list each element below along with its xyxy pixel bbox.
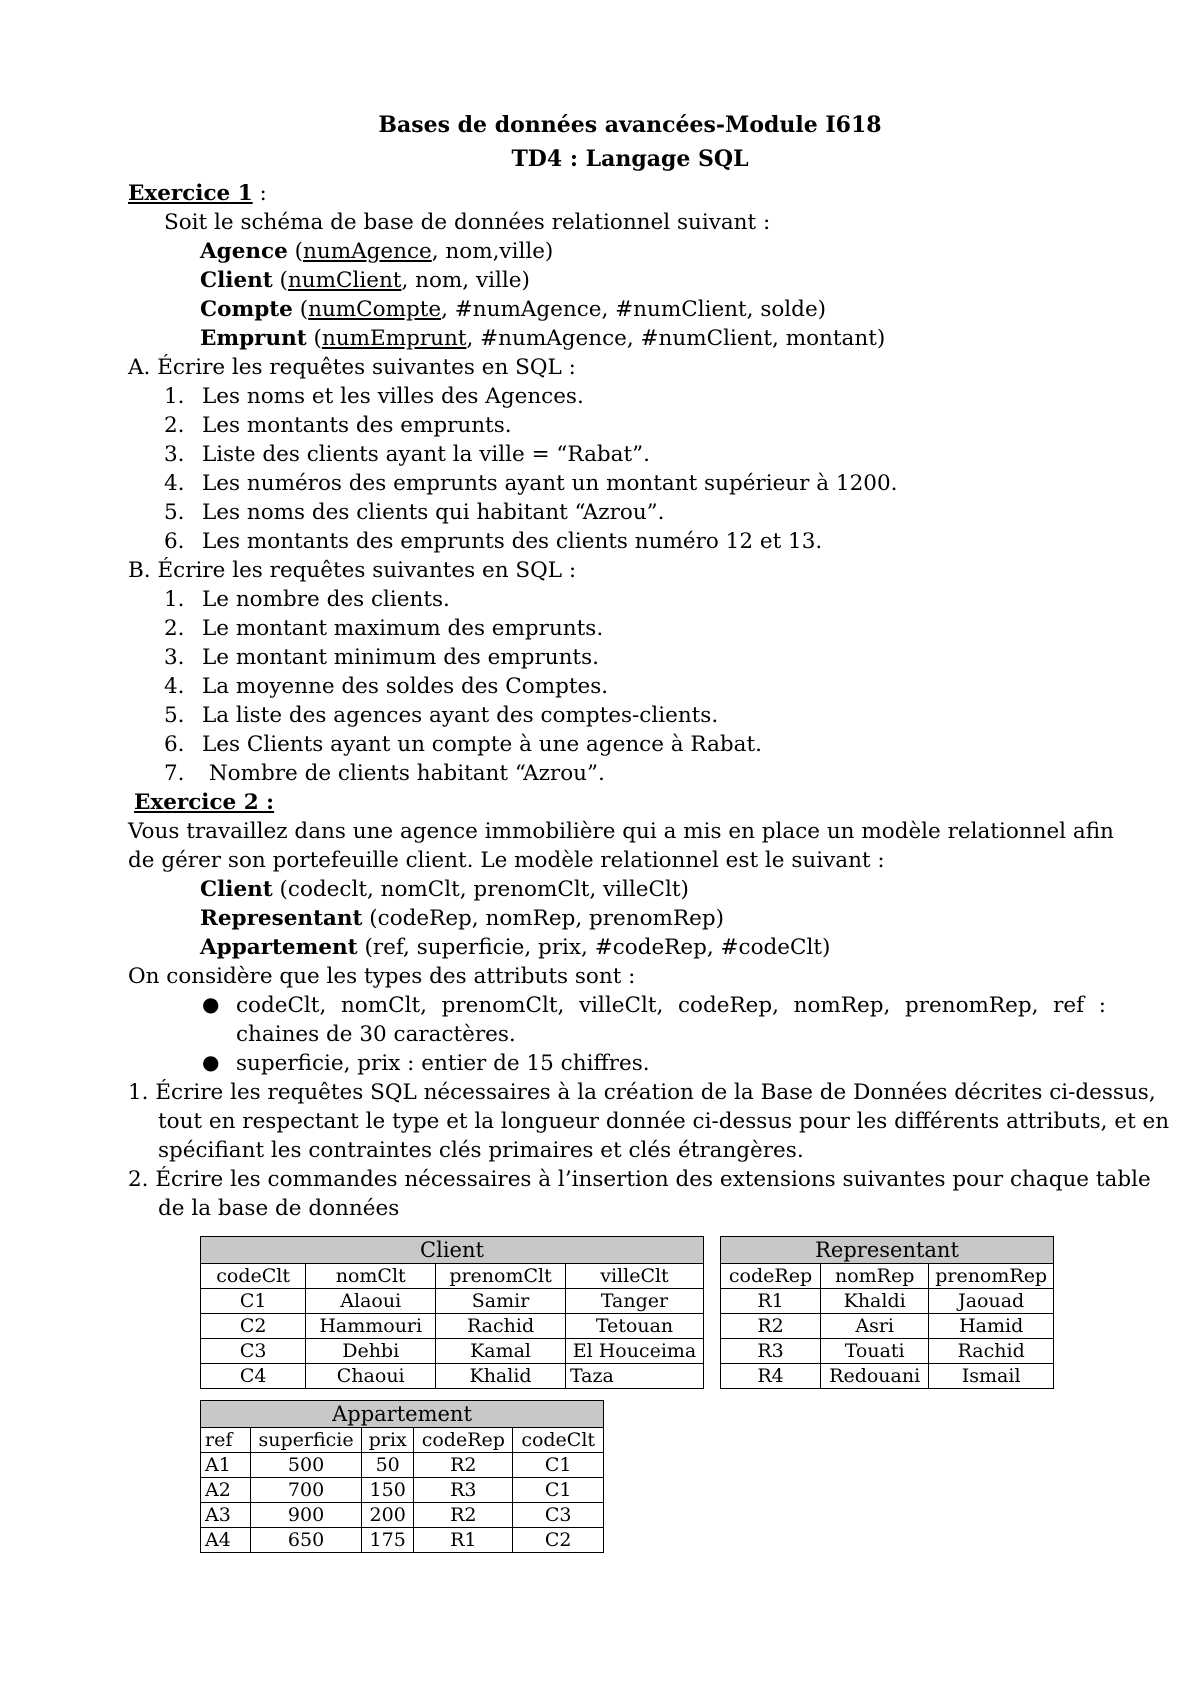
table-cell: C3 xyxy=(201,1339,306,1364)
table-cell: A3 xyxy=(201,1503,251,1528)
table-cell: Tanger xyxy=(565,1289,703,1314)
table-cell: Jaouad xyxy=(929,1289,1054,1314)
table-row xyxy=(201,1503,604,1528)
column-header: prenomClt xyxy=(436,1264,566,1289)
table-row xyxy=(201,1478,604,1503)
document-title: Bases de données avancées-Module I618 xyxy=(378,112,882,138)
table-cell: Hamid xyxy=(929,1314,1054,1339)
table-cell: 500 xyxy=(251,1453,362,1478)
table-row xyxy=(721,1364,1054,1389)
table-cell: R2 xyxy=(414,1503,513,1528)
table-cell: R1 xyxy=(721,1289,821,1314)
document-subtitle: TD4 : Langage SQL xyxy=(511,146,749,172)
table-row xyxy=(201,1528,604,1553)
table-cell: Dehbi xyxy=(306,1339,436,1364)
column-header: codeRep xyxy=(721,1264,821,1289)
table-appartement xyxy=(200,1400,604,1553)
table-header-row xyxy=(201,1428,604,1453)
column-header: codeRep xyxy=(414,1428,513,1453)
column-header: superficie xyxy=(251,1428,362,1453)
table-cell: Chaoui xyxy=(306,1364,436,1389)
question-1-line3: spécifiant les contraintes clés primaires et clés étrangères. xyxy=(158,1138,804,1163)
table-cell: 150 xyxy=(362,1478,414,1503)
column-header: codeClt xyxy=(201,1264,306,1289)
table-row xyxy=(201,1364,704,1389)
table-cell: Rachid xyxy=(436,1314,566,1339)
schema-client: Client (numClient, nom, ville) xyxy=(200,268,530,293)
table-cell: C1 xyxy=(201,1289,306,1314)
table-cell: Redouani xyxy=(821,1364,929,1389)
list-item-a3: 3. Liste des clients ayant la ville = “Rabat”. xyxy=(164,442,650,467)
exercise-1-heading: Exercice 1 : xyxy=(128,181,267,206)
question-2-line2: de la base de données xyxy=(158,1196,400,1221)
list-item-a6: 6. Les montants des emprunts des clients numéro 12 et 13. xyxy=(164,529,823,554)
table-representant xyxy=(720,1236,1054,1389)
table-cell: C1 xyxy=(513,1478,604,1503)
column-header: ref xyxy=(201,1428,251,1453)
table-header-row xyxy=(721,1264,1054,1289)
list-item-a1: 1. Les noms et les villes des Agences. xyxy=(164,384,584,409)
table-cell: 900 xyxy=(251,1503,362,1528)
table-row xyxy=(201,1314,704,1339)
table-cell: Samir xyxy=(436,1289,566,1314)
list-item-a2: 2. Les montants des emprunts. xyxy=(164,413,512,438)
list-item-b6: 6. Les Clients ayant un compte à une agence à Rabat. xyxy=(164,732,762,757)
column-header: nomClt xyxy=(306,1264,436,1289)
bullet-2: superficie, prix : entier de 15 chiffres. xyxy=(236,1051,650,1076)
table-cell: Touati xyxy=(821,1339,929,1364)
table-cell: R3 xyxy=(414,1478,513,1503)
column-header: villeClt xyxy=(565,1264,703,1289)
table-cell: 650 xyxy=(251,1528,362,1553)
table-cell: Hammouri xyxy=(306,1314,436,1339)
exercise-2-intro-line1: Vous travaillez dans une agence immobilière qui a mis en place un modèle relationnel afin xyxy=(128,819,1114,844)
exercise-2-intro-line2: de gérer son portefeuille client. Le modèle relationnel est le suivant : xyxy=(128,848,885,873)
table-cell: El Houceima xyxy=(565,1339,703,1364)
schema-compte: Compte (numCompte, #numAgence, #numClient, solde) xyxy=(200,297,827,322)
table-cell: C2 xyxy=(201,1314,306,1339)
table-cell: 700 xyxy=(251,1478,362,1503)
table-row xyxy=(201,1339,704,1364)
column-header: nomRep xyxy=(821,1264,929,1289)
bullet-dot-icon: ● xyxy=(202,1050,220,1074)
table-client xyxy=(200,1236,704,1389)
list-item-b4: 4. La moyenne des soldes des Comptes. xyxy=(164,674,609,699)
table-cell: R1 xyxy=(414,1528,513,1553)
list-item-a5: 5. Les noms des clients qui habitant “Azrou”. xyxy=(164,500,665,525)
table-cell: 200 xyxy=(362,1503,414,1528)
column-header: codeClt xyxy=(513,1428,604,1453)
table-cell: A4 xyxy=(201,1528,251,1553)
question-1-line1: 1. Écrire les requêtes SQL nécessaires à la création de la Base de Données décrites ci-dessus, xyxy=(128,1080,1156,1105)
table-cell: Ismail xyxy=(929,1364,1054,1389)
table-cell: C3 xyxy=(513,1503,604,1528)
table-cell: C1 xyxy=(513,1453,604,1478)
table-row xyxy=(721,1339,1054,1364)
list-item-b3: 3. Le montant minimum des emprunts. xyxy=(164,645,599,670)
list-item-b1: 1. Le nombre des clients. xyxy=(164,587,450,612)
table-title: Representant xyxy=(721,1237,1054,1264)
question-2-line1: 2. Écrire les commandes nécessaires à l’insertion des extensions suivantes pour chaque table xyxy=(128,1167,1151,1192)
column-header: prenomRep xyxy=(929,1264,1054,1289)
table-header-row xyxy=(201,1264,704,1289)
schema2-representant: Representant (codeRep, nomRep, prenomRep) xyxy=(200,906,725,931)
table-cell: C4 xyxy=(201,1364,306,1389)
bullet-1-line1: codeClt, nomClt, prenomClt, villeClt, codeRep, nomRep, prenomRep, ref : xyxy=(236,993,1106,1018)
table-row xyxy=(721,1314,1054,1339)
table-cell: R2 xyxy=(414,1453,513,1478)
table-cell: A1 xyxy=(201,1453,251,1478)
question-1-line2: tout en respectant le type et la longueur donnée ci-dessus pour les différents attributs, et en xyxy=(158,1109,1170,1134)
exercise-1-intro: Soit le schéma de base de données relationnel suivant : xyxy=(164,210,771,235)
types-intro: On considère que les types des attributs sont : xyxy=(128,964,636,989)
table-cell: Kamal xyxy=(436,1339,566,1364)
table-cell: R2 xyxy=(721,1314,821,1339)
schema-emprunt: Emprunt (numEmprunt, #numAgence, #numClient, montant) xyxy=(200,326,886,351)
part-a-heading: A. Écrire les requêtes suivantes en SQL : xyxy=(128,355,576,380)
table-title: Appartement xyxy=(201,1401,604,1428)
bullet-1-line2: chaines de 30 caractères. xyxy=(236,1022,516,1047)
schema2-client: Client (codeclt, nomClt, prenomClt, villeClt) xyxy=(200,877,689,902)
table-cell: Asri xyxy=(821,1314,929,1339)
table-title: Client xyxy=(201,1237,704,1264)
table-cell: Khalid xyxy=(436,1364,566,1389)
table-row xyxy=(201,1453,604,1478)
table-cell: 50 xyxy=(362,1453,414,1478)
table-cell: R4 xyxy=(721,1364,821,1389)
table-cell: Khaldi xyxy=(821,1289,929,1314)
table-cell: Taza xyxy=(565,1364,703,1389)
table-cell: C2 xyxy=(513,1528,604,1553)
list-item-b7: 7. Nombre de clients habitant “Azrou”. xyxy=(164,761,605,786)
bullet-dot-icon: ● xyxy=(202,992,220,1016)
schema2-appartement: Appartement (ref, superficie, prix, #codeRep, #codeClt) xyxy=(200,935,831,960)
table-cell: A2 xyxy=(201,1478,251,1503)
column-header: prix xyxy=(362,1428,414,1453)
exercise-2-heading: Exercice 2 : xyxy=(134,790,275,815)
list-item-b2: 2. Le montant maximum des emprunts. xyxy=(164,616,604,641)
table-cell: Alaoui xyxy=(306,1289,436,1314)
table-row xyxy=(721,1289,1054,1314)
table-cell: 175 xyxy=(362,1528,414,1553)
table-row xyxy=(201,1289,704,1314)
list-item-b5: 5. La liste des agences ayant des comptes-clients. xyxy=(164,703,719,728)
part-b-heading: B. Écrire les requêtes suivantes en SQL : xyxy=(128,558,577,583)
list-item-a4: 4. Les numéros des emprunts ayant un montant supérieur à 1200. xyxy=(164,471,898,496)
table-cell: Rachid xyxy=(929,1339,1054,1364)
table-cell: Tetouan xyxy=(565,1314,703,1339)
schema-agence: Agence (numAgence, nom,ville) xyxy=(200,239,554,264)
table-cell: R3 xyxy=(721,1339,821,1364)
